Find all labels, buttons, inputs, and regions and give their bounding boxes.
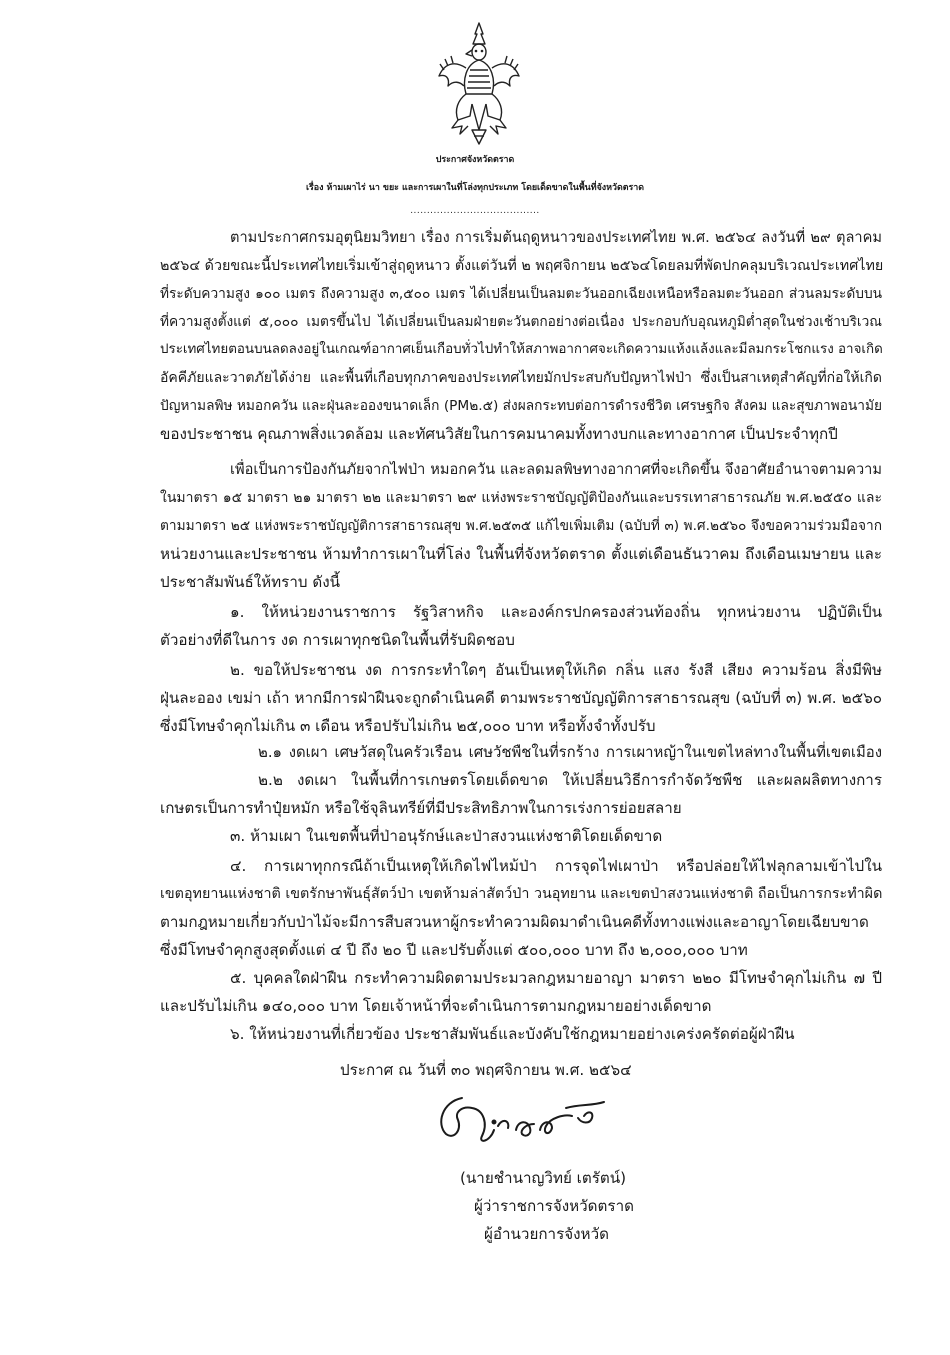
list-item: ๒.๒ งดเผา ในพื้นที่การเกษตรโดยเด็ดขาด ให้เปลี่ยนวิธีการกำจัดวัชพืช และผลผลิตทางการ bbox=[258, 771, 882, 789]
body-line: เพื่อเป็นการป้องกันภัยจากไฟป่า หมอกควัน และลดมลพิษทางอากาศที่จะเกิดขึ้น จึงอาศัยอำนาจตามความ bbox=[230, 461, 882, 478]
body-line: ที่ระดับความสูง ๑๐๐ เมตร ถึงความสูง ๓,๕๐๐ เมตร ได้เปลี่ยนเป็นลมตะวันออกเฉียงเหนือหรือลมตะวันออก ส่วนลมระดับบน bbox=[160, 286, 882, 302]
subject-line: เรื่อง ห้ามเผาไร่ นา ขยะ และการเผาในที่โล่งทุกประเภท โดยเด็ดขาดในพื้นที่จังหวัดตราด bbox=[306, 183, 644, 193]
body-line: ประเทศไทยตอนบนลดลงอยู่ในเกณฑ์อากาศเย็นเกือบทั่วไปทำให้สภาพอากาศจะเกิดความแห้งแล้งและมีลมกระโชกแรง อาจเกิด bbox=[160, 342, 883, 357]
list-item: และปรับไม่เกิน ๑๔๐,๐๐๐ บาท โดยเจ้าหน้าที่จะดำเนินการตามกฎหมายอย่างเด็ดขาด bbox=[160, 997, 712, 1015]
body-line: ตามมาตรา ๒๕ แห่งพระราชบัญญัติการสาธารณสุข พ.ศ.๒๕๓๕ แก้ไขเพิ่มเติม (ฉบับที่ ๓) พ.ศ.๒๕๖๐ จึงขอความร่วมมือจาก bbox=[160, 518, 882, 534]
signatory-name: (นายชำนาญวิทย์ เตรัตน์) bbox=[460, 1169, 627, 1187]
body-line: ในมาตรา ๑๕ มาตรา ๒๑ มาตรา ๒๒ และมาตรา ๒๙ แห่งพระราชบัญญัติป้องกันและบรรเทาสาธารณภัย พ.ศ.๒๕๕๐ และ bbox=[160, 490, 882, 506]
list-item: เกษตรเป็นการทำปุ๋ยหมัก หรือใช้จุลินทรีย์ที่มีประสิทธิภาพในการเร่งการย่อยสลาย bbox=[160, 799, 682, 817]
list-item: ซึ่งมีโทษจำคุกสูงสุดตั้งแต่ ๔ ปี ถึง ๒๐ ปี และปรับตั้งแต่ ๕๐๐,๐๐๐ บาท ถึง ๒,๐๐๐,๐๐๐ บาท bbox=[160, 941, 748, 959]
list-item: ๒. ขอให้ประชาชน งด การกระทำใดๆ อันเป็นเหตุให้เกิด กลิ่น แสง รังสี เสียง ความร้อน สิ่งมีพิษ bbox=[230, 661, 882, 679]
body-line: ตามประกาศกรมอุตุนิยมวิทยา เรื่อง การเริ่มต้นฤดูหนาวของประเทศไทย พ.ศ. ๒๕๖๔ ลงวันที่ ๒๙ ตุลาคม bbox=[230, 229, 882, 246]
signatory-position: ผู้ว่าราชการจังหวัดตราด bbox=[474, 1197, 634, 1215]
list-item: ตัวอย่างที่ดีในการ งด การเผาทุกชนิดในพื้นที่รับผิดชอบ bbox=[160, 631, 515, 649]
list-item: ๕. บุคคลใดฝ่าฝืน กระทำความผิดตามประมวลกฎหมายอาญา มาตรา ๒๒๐ มีโทษจำคุกไม่เกิน ๗ ปี bbox=[230, 969, 882, 987]
body-line: ที่ความสูงตั้งแต่ ๕,๐๐๐ เมตรขึ้นไป ได้เปลี่ยนเป็นลมฝ่ายตะวันตกอย่างต่อเนื่อง ประกอบกับอุณหภูมิต่ำสุดในช่วงเช้าบริเวณ bbox=[160, 314, 882, 330]
announcement-date: ประกาศ ณ วันที่ ๓๐ พฤศจิกายน พ.ศ. ๒๕๖๔ bbox=[340, 1061, 632, 1079]
list-item: ตามกฎหมายเกี่ยวกับป่าไม้จะมีการสืบสวนหาผู้กระทำความผิดมาดำเนินคดีทั้งทางแพ่งและอาญาโดยเฉียบขาด bbox=[160, 913, 869, 931]
list-item: ๓. ห้ามเผา ในเขตพื้นที่ป่าอนุรักษ์และป่าสงวนแห่งชาติโดยเด็ดขาด bbox=[230, 827, 663, 845]
list-item: เขตอุทยานแห่งชาติ เขตรักษาพันธุ์สัตว์ป่า เขตห้ามล่าสัตว์ป่า วนอุทยาน และเขตป่าสงวนแห่งชาติ ถือเป็นการกระทำผิด bbox=[160, 886, 883, 902]
list-item: ๔. การเผาทุกกรณีถ้าเป็นเหตุให้เกิดไฟไหม้ป่า การจุดไฟเผาป่า หรือปล่อยให้ไฟลุกลามเข้าไปใน bbox=[230, 857, 882, 875]
garuda-emblem-icon bbox=[436, 20, 522, 148]
body-line: หน่วยงานและประชาชน ห้ามทำการเผาในที่โล่ง ในพื้นที่จังหวัดตราด ตั้งแต่เดือนธันวาคม ถึงเดือนเมษายน และ bbox=[160, 545, 882, 563]
list-item: ซึ่งมีโทษจำคุกไม่เกิน ๓ เดือน หรือปรับไม่เกิน ๒๕,๐๐๐ บาท หรือทั้งจำทั้งปรับ bbox=[160, 717, 656, 735]
page-title: ประกาศจังหวัดตราด bbox=[435, 155, 515, 165]
signatory-position-secondary: ผู้อำนวยการจังหวัด bbox=[484, 1225, 609, 1243]
list-item: ๒.๑ งดเผา เศษวัสดุในครัวเรือน เศษวัชพืชในที่รกร้าง การเผาหญ้าในเขตไหล่ทางในพื้นที่เขตเมือง bbox=[258, 743, 882, 761]
body-line: ปัญหามลพิษ หมอกควัน และฝุ่นละอองขนาดเล็ก (PM๒.๕) ส่งผลกระทบต่อการดำรงชีวิต เศรษฐกิจ สังคม และสุขภาพอนามัย bbox=[160, 398, 882, 414]
body-line: อัคคีภัยและวาตภัยได้ง่าย และพื้นที่เกือบทุกภาคของประเทศไทยมักประสบกับปัญหาไฟป่า ซึ่งเป็นสาเหตุสำคัญที่ก่อให้เกิด bbox=[160, 370, 882, 386]
list-item: ฝุ่นละออง เขม่า เถ้า หากมีการฝ่าฝืนจะถูกดำเนินคดี ตามพระราชบัญญัติการสาธารณสุข (ฉบับที่ ๓) พ.ศ. ๒๕๖๐ bbox=[160, 689, 882, 707]
list-item: ๑. ให้หน่วยงานราชการ รัฐวิสาหกิจ และองค์กรปกครองส่วนท้องถิ่น ทุกหน่วยงาน ปฏิบัติเป็น bbox=[230, 603, 882, 621]
handwritten-signature bbox=[432, 1090, 632, 1150]
body-line: ๒๕๖๔ ด้วยขณะนี้ประเทศไทยเริ่มเข้าสู่ฤดูหนาว ตั้งแต่วันที่ ๒ พฤศจิกายน ๒๕๖๔โดยลมที่พัดปกคลุมบริเวณประเทศไทย bbox=[160, 258, 884, 274]
title-divider: ....................................... bbox=[410, 206, 540, 216]
list-item: ๖. ให้หน่วยงานที่เกี่ยวข้อง ประชาสัมพันธ์และบังคับใช้กฎหมายอย่างเคร่งครัดต่อผู้ฝ่าฝืน bbox=[230, 1025, 795, 1043]
body-line: ประชาสัมพันธ์ให้ทราบ ดังนี้ bbox=[160, 573, 340, 591]
body-line: ของประชาชน คุณภาพสิ่งแวดล้อม และทัศนวิสัยในการคมนาคมทั้งทางบกและทางอากาศ เป็นประจำทุกปี bbox=[160, 425, 838, 443]
